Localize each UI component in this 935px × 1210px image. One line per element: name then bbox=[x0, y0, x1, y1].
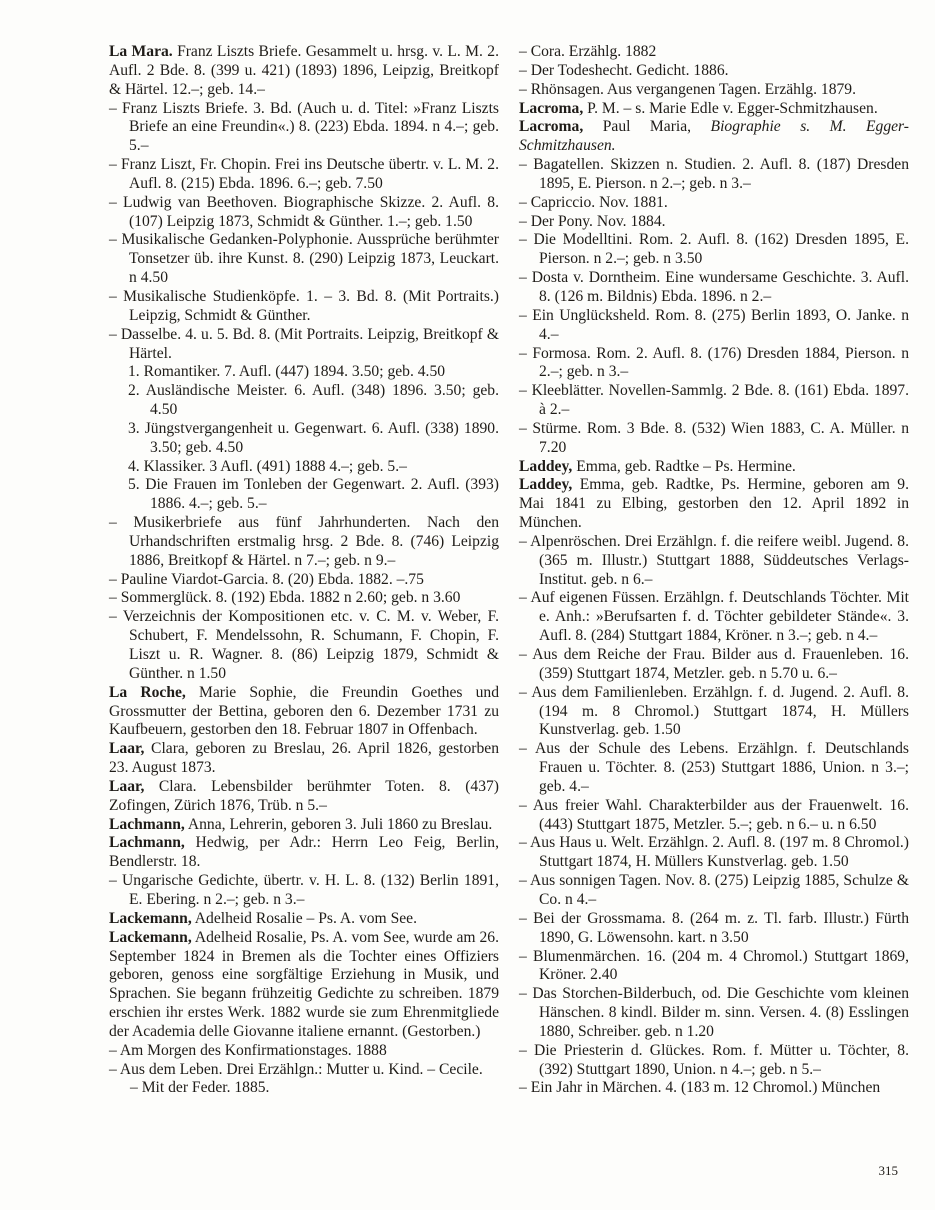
page-number: 315 bbox=[878, 1163, 898, 1178]
entry-text: 5. Die Frauen im Tonleben der Gegenwart. 2. Aufl. (393) 1886. 4.–; geb. 5.– bbox=[128, 476, 499, 513]
bibliography-entry bbox=[519, 1079, 909, 1098]
entry-text: Emma, geb. Radtke, Ps. Hermine, geboren am 9. Mai 1841 zu Elbing, gestorben den 12. April 1892 in München. bbox=[519, 476, 909, 532]
entry-text: – Alpenröschen. Drei Erzählgn. f. die reifere weibl. Jugend. 8. (365 m. Illustr.) Stuttgart 1888, Süddeutsches Verlags-Institut. geb. n 6.– bbox=[519, 532, 909, 588]
entry-text: – Aus Haus u. Welt. Erzählgn. 2. Aufl. 8. (197 m. 8 Chromol.) Stuttgart 1874, H. Müllers Kunstverlag. geb. 1.50 bbox=[519, 834, 909, 871]
entry-text: Clara. Lebensbilder berühmter Toten. 8. (437) Zofingen, Zürich 1876, Trüb. n 5.– bbox=[109, 777, 499, 814]
bibliography-entry bbox=[519, 81, 909, 100]
bibliography-entry bbox=[519, 231, 909, 269]
bibliography-entry bbox=[109, 589, 499, 608]
bibliography-entry bbox=[109, 1042, 499, 1061]
bibliography-entry bbox=[519, 420, 909, 458]
entry-text: – Musikalische Gedanken-Polyphonie. Aussprüche berühmter Tonsetzer üb. ihre Kunst. 8. (290) Leipzig 1873, Leuckart. n 4.50 bbox=[109, 231, 499, 287]
bibliography-entry bbox=[109, 571, 499, 590]
entry-text: – Stürme. Rom. 3 Bde. 8. (532) Wien 1883, C. A. Müller. n 7.20 bbox=[519, 419, 909, 456]
entry-text: – Pauline Viardot-Garcia. 8. (20) Ebda. 1882. –.75 bbox=[109, 570, 424, 588]
bibliography-entry bbox=[109, 608, 499, 683]
bibliography-entry bbox=[519, 194, 909, 213]
bibliography-entry bbox=[109, 872, 499, 910]
entry-name: Laar, bbox=[109, 740, 145, 758]
bibliography-entry bbox=[109, 929, 499, 1042]
bibliography-entry bbox=[519, 458, 909, 477]
bibliography-entry bbox=[109, 156, 499, 194]
bibliography-entry bbox=[519, 156, 909, 194]
entry-text: – Mit der Feder. 1885. bbox=[130, 1079, 270, 1097]
entry-text: – Der Pony. Nov. 1884. bbox=[519, 212, 666, 230]
bibliography-entry bbox=[519, 100, 909, 119]
entry-name: La Mara. bbox=[109, 43, 173, 60]
bibliography-entry bbox=[519, 646, 909, 684]
entry-text: – Rhönsagen. Aus vergangenen Tagen. Erzählg. 1879. bbox=[519, 80, 856, 98]
bibliography-entry bbox=[519, 684, 909, 741]
entry-text: – Dosta v. Dorntheim. Eine wundersame Geschichte. 3. Aufl. 8. (126 m. Bildnis) Ebda. 1896. n 2.– bbox=[519, 269, 909, 305]
entry-text: Marie Sophie, die Freundin Goethes und Grossmutter der Bettina, geboren den 6. Dezember 1731 zu Kaufbeuern, gestorben den 18. Februar 1807 in Offenbach. bbox=[109, 683, 499, 739]
bibliography-entry bbox=[128, 363, 499, 382]
entry-name: Lacroma, bbox=[519, 118, 584, 136]
entry-text: 2. Ausländische Meister. 6. Aufl. (348) 1896. 3.50; geb. 4.50 bbox=[128, 382, 499, 419]
entry-text: – Der Todeshecht. Gedicht. 1886. bbox=[519, 61, 729, 79]
bibliography-entry bbox=[109, 514, 499, 571]
bibliography-entry bbox=[109, 326, 499, 364]
bibliography-entry bbox=[109, 834, 499, 872]
bibliography-entry bbox=[519, 910, 909, 948]
entry-text: Hedwig, per Adr.: Herrn Leo Feig, Berlin, Bendlerstr. 18. bbox=[109, 834, 499, 871]
entry-text: – Franz Liszt, Fr. Chopin. Frei ins Deutsche übertr. v. L. M. 2. Aufl. 8. (215) Ebda. 1896. 6.–; geb. 7.50 bbox=[109, 156, 499, 192]
entry-text: – Das Storchen-Bilderbuch, od. Die Geschichte vom kleinen Hänschen. 8 kindl. Bilder m. sinn. Versen. 4. (8) Esslingen 1880, Schreiber. geb. n 1.20 bbox=[519, 985, 909, 1040]
bibliography-entry bbox=[109, 194, 499, 232]
column-right bbox=[519, 43, 909, 1098]
bibliography-entry bbox=[109, 1061, 499, 1080]
bibliography-entry bbox=[109, 100, 499, 157]
bibliography-entry bbox=[128, 476, 499, 514]
bibliography-entry bbox=[519, 740, 909, 797]
bibliography-entry bbox=[519, 62, 909, 81]
entry-text: Adelheid Rosalie, Ps. A. vom See, wurde am 26. September 1824 in Bremen als die Tochter eines Offiziers geboren, genoss eine sorgfältige Erziehung in Musik, und Sprachen. Sie begann frühzeitig Gedichte zu schreiben. 1879 erschien ihr erstes Werk. 1882 wurde sie zum Ehrenmitgliede der Academia delle Giovanne italiene ernannt. (Gestorben.) bbox=[109, 928, 499, 1040]
entry-text: – Formosa. Rom. 2. Aufl. 8. (176) Dresden 1884, Pierson. n 2.–; geb. n 3.– bbox=[519, 344, 909, 381]
entry-text: – Franz Liszts Briefe. 3. Bd. (Auch u. d. Titel: »Franz Liszts Briefe an eine Freundin«.) 8. (223) Ebda. 1894. n 4.–; geb. 5.– bbox=[109, 99, 499, 155]
entry-text: 4. Klassiker. 3 Aufl. (491) 1888 4.–; geb. 5.– bbox=[128, 457, 407, 475]
bibliography-entry bbox=[109, 740, 499, 778]
bibliography-entry bbox=[519, 43, 909, 62]
entry-text: – Ungarische Gedichte, übertr. v. H. L. 8. (132) Berlin 1891, E. Ebering. n 2.–; geb. n 3.– bbox=[109, 872, 499, 908]
entry-text: – Die Priesterin d. Glückes. Rom. f. Mütter u. Töchter, 8. (392) Stuttgart 1890, Union. n 4.–; geb. n 5.– bbox=[519, 1041, 909, 1078]
entry-name: Laddey, bbox=[519, 476, 573, 494]
entry-text: – Am Morgen des Konfirmationstages. 1888 bbox=[109, 1041, 387, 1059]
entry-name: Laddey, bbox=[519, 457, 573, 475]
bibliography-entry bbox=[519, 382, 909, 420]
bibliography-entry bbox=[109, 778, 499, 816]
entry-text: – Aus freier Wahl. Charakterbilder aus der Frauenwelt. 16. (443) Stuttgart 1875, Metzler. 5.–; geb. n 6.– u. n 6.50 bbox=[519, 796, 909, 833]
entry-text: Franz Liszts Briefe. Gesammelt u. hrsg. v. L. M. 2. Aufl. 2 Bde. 8. (399 u. 421) (1893) 1896, Leipzig, Breitkopf & Härtel. 12.–; geb. 14.– bbox=[109, 43, 499, 98]
entry-name: Lachmann, bbox=[109, 815, 185, 833]
entry-name: Laar, bbox=[109, 777, 145, 795]
bibliography-entry bbox=[519, 985, 909, 1042]
bibliography-entry bbox=[519, 1042, 909, 1080]
bibliography-entry bbox=[519, 345, 909, 383]
bibliography-entry bbox=[109, 43, 499, 100]
bibliography-entry bbox=[519, 589, 909, 646]
entry-name: La Roche, bbox=[109, 683, 186, 701]
entry-text: – Kleeblätter. Novellen-Sammlg. 2 Bde. 8. (161) Ebda. 1897. à 2.– bbox=[519, 382, 909, 419]
entry-text: – Dasselbe. 4. u. 5. Bd. 8. (Mit Portraits. Leipzig, Breitkopf & Härtel. bbox=[109, 325, 499, 362]
entry-text: – Verzeichnis der Kompositionen etc. v. C. M. v. Weber, F. Schubert, F. Mendelssohn, R. Schumann, F. Chopin, F. Liszt u. R. Wagner. 8. (86) Leipzig 1879, Schmidt & Günther. n 1.50 bbox=[109, 608, 499, 682]
entry-text: – Cora. Erzählg. 1882 bbox=[519, 43, 657, 60]
entry-text: – Ein Unglücksheld. Rom. 8. (275) Berlin 1893, O. Janke. n 4.– bbox=[519, 306, 909, 343]
entry-text: – Capriccio. Nov. 1881. bbox=[519, 193, 668, 211]
bibliography-entry bbox=[109, 816, 499, 835]
bibliography-entry bbox=[519, 533, 909, 590]
entry-text: P. M. – s. Marie Edle v. Egger-Schmitzhausen. bbox=[583, 99, 878, 117]
bibliography-entry bbox=[109, 231, 499, 288]
entry-text: Paul Maria, bbox=[583, 118, 711, 136]
entry-text: 3. Jüngstvergangenheit u. Gegenwart. 6. Aufl. (338) 1890. 3.50; geb. 4.50 bbox=[128, 419, 499, 456]
entry-text: – Aus dem Reiche der Frau. Bilder aus d. Frauenleben. 16. (359) Stuttgart 1874, Metzler. geb. n 5.70 u. 6.– bbox=[519, 646, 909, 682]
entry-name: Lachmann, bbox=[109, 834, 185, 852]
bibliography-entry bbox=[519, 872, 909, 910]
entry-text: – Ludwig van Beethoven. Biographische Skizze. 2. Aufl. 8. (107) Leipzig 1873, Schmidt & Günther. 1.–; geb. 1.50 bbox=[109, 193, 499, 230]
entry-text: – Die Modelltini. Rom. 2. Aufl. 8. (162) Dresden 1895, E. Pierson. n 2.–; geb. n 3.50 bbox=[519, 231, 909, 268]
column-left bbox=[109, 43, 499, 1098]
entry-text: Anna, Lehrerin, geboren 3. Juli 1860 zu Breslau. bbox=[184, 815, 493, 833]
bibliography-entry bbox=[519, 213, 909, 232]
bibliography-entry bbox=[109, 288, 499, 326]
bibliography-entry bbox=[109, 910, 499, 929]
entry-text: – Aus dem Leben. Drei Erzählgn.: Mutter u. Kind. – Cecile. bbox=[109, 1060, 483, 1078]
entry-text: – Aus der Schule des Lebens. Erzählgn. f. Deutschlands Frauen u. Töchter. 8. (253) Stuttgart 1886, Union. n 3.–; geb. 4.– bbox=[519, 740, 909, 795]
entry-text: – Blumenmärchen. 16. (204 m. 4 Chromol.) Stuttgart 1869, Kröner. 2.40 bbox=[519, 947, 909, 984]
entry-name: Lackemann, bbox=[109, 928, 192, 946]
bibliography-entry bbox=[519, 797, 909, 835]
entry-text: Emma, geb. Radtke – Ps. Hermine. bbox=[572, 457, 796, 475]
bibliography-entry bbox=[519, 834, 909, 872]
entry-text: – Musikerbriefe aus fünf Jahrhunderten. Nach den Urhandschriften erstmalig hrsg. 2 Bde. 8. (746) Leipzig 1886, Breitkopf & Härtel. n 7.–; geb. n 9.– bbox=[109, 514, 499, 569]
bibliography-entry bbox=[519, 948, 909, 986]
entry-text: – Aus sonnigen Tagen. Nov. 8. (275) Leipzig 1885, Schulze & Co. n 4.– bbox=[519, 872, 909, 908]
entry-text: Adelheid Rosalie – Ps. A. vom See. bbox=[191, 909, 417, 927]
entry-italic-text: Biographie s. M. Egger-Schmitzhausen. bbox=[519, 118, 909, 155]
bibliography-entry bbox=[128, 458, 499, 477]
entry-text: 1. Romantiker. 7. Aufl. (447) 1894. 3.50; geb. 4.50 bbox=[128, 363, 446, 381]
entry-text: – Aus dem Familienleben. Erzählgn. f. d. Jugend. 2. Aufl. 8. (194 m. 8 Chromol.) Stuttgart 1874, H. Müllers Kunstverlag. geb. 1.50 bbox=[519, 683, 909, 739]
entry-text: – Auf eigenen Füssen. Erzählgn. f. Deutschlands Töchter. Mit e. Anh.: »Berufsarten f. d. Töchter gebildeter Stände«. 3. Aufl. 8. (284) Stuttgart 1884, Kröner. n 3.–; geb. n 4.– bbox=[519, 589, 909, 645]
entry-text: – Bei der Grossmama. 8. (264 m. z. Tl. farb. Illustr.) Fürth 1890, G. Löwensohn. kart. n 3.50 bbox=[519, 909, 909, 946]
bibliography-entry bbox=[128, 382, 499, 420]
entry-text: – Sommerglück. 8. (192) Ebda. 1882 n 2.60; geb. n 3.60 bbox=[109, 589, 461, 607]
entry-name: Lacroma, bbox=[519, 99, 584, 117]
bibliography-entry bbox=[519, 269, 909, 307]
entry-text: Clara, geboren zu Breslau, 26. April 1826, gestorben 23. August 1873. bbox=[109, 740, 499, 777]
entry-name: Lackemann, bbox=[109, 909, 192, 927]
bibliography-entry bbox=[519, 118, 909, 156]
entry-text: – Bagatellen. Skizzen n. Studien. 2. Aufl. 8. (187) Dresden 1895, E. Pierson. n 2.–; geb. n 3.– bbox=[519, 156, 909, 192]
bibliography-entry bbox=[130, 1079, 499, 1098]
entry-text: – Ein Jahr in Märchen. 4. (183 m. 12 Chromol.) München bbox=[519, 1079, 881, 1097]
bibliography-entry bbox=[519, 476, 909, 533]
bibliography-entry bbox=[519, 307, 909, 345]
bibliography-entry bbox=[109, 684, 499, 741]
entry-text: – Musikalische Studienköpfe. 1. – 3. Bd. 8. (Mit Portraits.) Leipzig, Schmidt & Günther. bbox=[109, 287, 499, 324]
bibliography-entry bbox=[128, 420, 499, 458]
